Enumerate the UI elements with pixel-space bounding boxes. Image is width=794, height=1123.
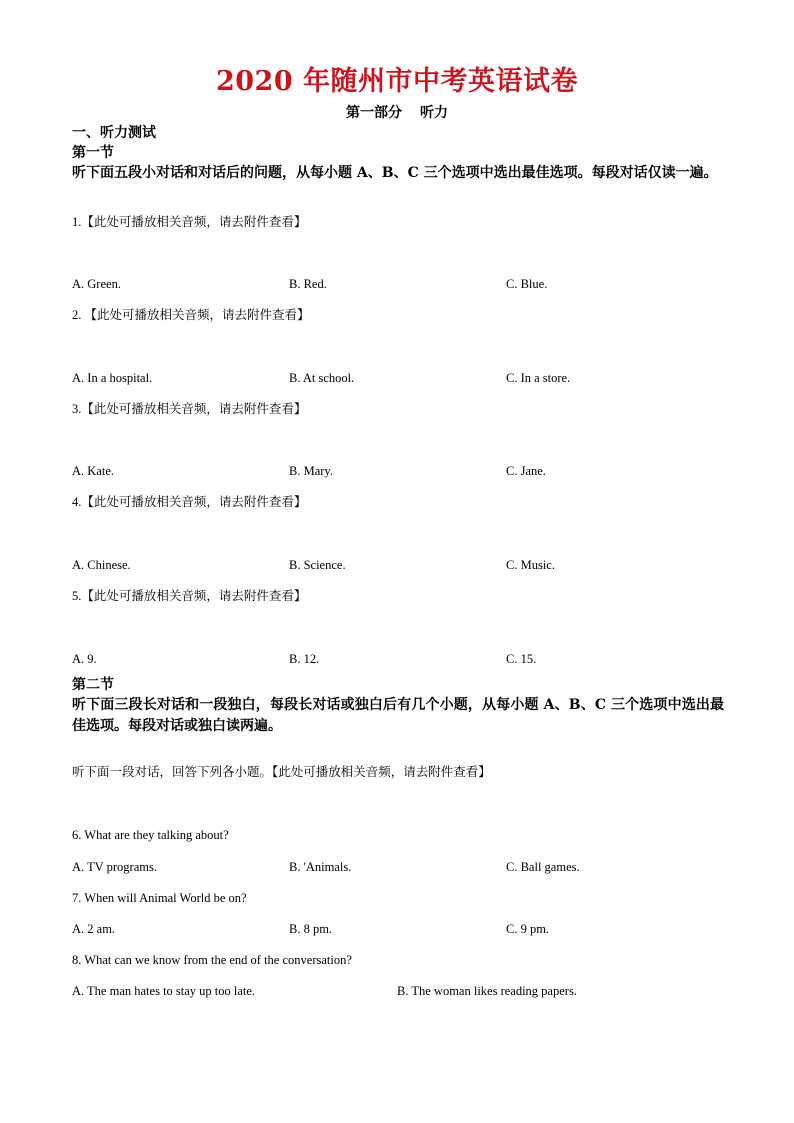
option-a: A. Kate.	[72, 464, 114, 478]
option-c: C. Blue.	[506, 277, 548, 291]
part-label: 第一部分	[346, 105, 402, 121]
section-heading: 一、听力测试	[72, 125, 156, 141]
option-b: B. Red.	[289, 277, 327, 291]
question-prompt: 4.【此处可播放相关音频，请去附件查看】	[72, 495, 307, 509]
option-a: A. In a hospital.	[72, 371, 153, 385]
option-b: B. Mary.	[289, 464, 333, 478]
section2-sub-heading: 第二节	[72, 677, 114, 693]
question-prompt: 1.【此处可播放相关音频，请去附件查看】	[72, 215, 307, 229]
option-c: C. 15.	[506, 652, 537, 666]
question-prompt: 6. What are they talking about?	[72, 828, 229, 842]
option-a: A. 2 am.	[72, 922, 116, 936]
option-b: B. 12.	[289, 652, 320, 666]
option-a: A. 9.	[72, 652, 97, 666]
question-prompt: 5.【此处可播放相关音频，请去附件查看】	[72, 589, 307, 603]
question-prompt: 2. 【此处可播放相关音频，请去附件查看】	[72, 308, 310, 322]
option-c: C. In a store.	[506, 371, 571, 385]
option-a: A. Green.	[72, 277, 121, 291]
option-c: C. 9 pm.	[506, 922, 550, 936]
part-heading	[0, 104, 794, 122]
option-a: A. The man hates to stay up too late.	[72, 984, 256, 998]
part-name: 听力	[420, 105, 448, 121]
option-c: C. Music.	[506, 558, 555, 572]
option-b: B. 8 pm.	[289, 922, 333, 936]
section1-instruction: 听下面五段小对话和对话后的问题，从每小题 A、B、C 三个选项中选出最佳选项。每段对话仅读一遍。	[72, 165, 718, 181]
page-title: 2020 年随州市中考英语试卷	[215, 66, 579, 97]
question-prompt: 8. What can we know from the end of the conversation?	[72, 953, 352, 967]
option-b: B. The woman likes reading papers.	[397, 984, 577, 998]
section1-sub-heading: 第一节	[72, 145, 114, 161]
option-a: A. Chinese.	[72, 558, 131, 572]
option-b: B. At school.	[289, 371, 355, 385]
option-b: B. 'Animals.	[289, 860, 352, 874]
option-c: C. Jane.	[506, 464, 546, 478]
question-prompt: 3.【此处可播放相关音频，请去附件查看】	[72, 402, 307, 416]
listen-prompt: 听下面一段对话，回答下列各小题。【此处可播放相关音频，请去附件查看】	[72, 765, 491, 779]
option-c: C. Ball games.	[506, 860, 580, 874]
option-a: A. TV programs.	[72, 860, 157, 874]
option-b: B. Science.	[289, 558, 346, 572]
section2-instruction: 听下面三段长对话和一段独白，每段长对话或独白后有几个小题，从每小题 A、B、C 三个选项中选出最佳选项。每段对话或独白读两遍。	[72, 697, 724, 734]
question-prompt: 7. When will Animal World be on?	[72, 891, 247, 905]
